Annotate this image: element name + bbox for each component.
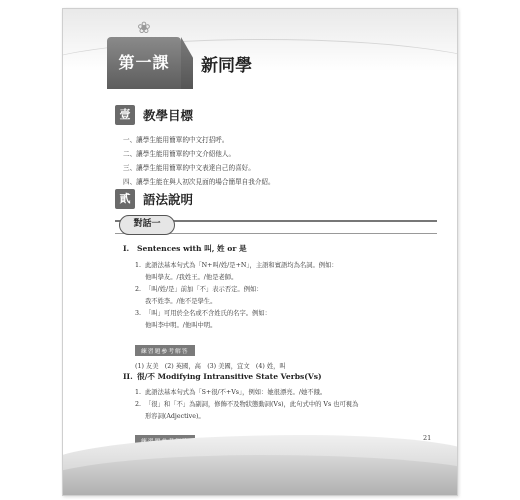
grammar-rule	[123, 260, 453, 272]
practice-answers-label: 練習題參考解答	[135, 345, 195, 356]
goal-item: 三、讓學生能用簡單的中文表達自己的喜好。	[123, 164, 255, 172]
practice-answers: (1) 友美 (2) 英國，高 (3) 美國，宜文 (4) 姓，叫	[135, 363, 286, 370]
textbook-page	[62, 8, 458, 496]
section-heading-objectives	[115, 105, 193, 125]
rule-text: 此語法基本句式為「N+叫/姓/是+N」，主語和賓語均為名詞。例如：	[145, 262, 338, 269]
grammar-point-1	[123, 243, 453, 373]
goal-item: 一、讓學生能用簡單的中文打招呼。	[123, 136, 229, 144]
rule-number: 3.	[135, 310, 142, 317]
dialogue-label: 對話一	[119, 215, 175, 235]
lesson-title: 新同學	[201, 56, 252, 76]
section-number-badge: 壹	[115, 105, 135, 125]
lesson-number-tab: 第一課	[107, 37, 181, 89]
rule-number: 2.	[135, 286, 142, 293]
rule-text: 「很」和「不」為副詞，修飾不及物狀態動詞(Vs)，此句式中的 Vs 也可視為	[145, 401, 359, 408]
page-number: 21	[423, 434, 432, 442]
section-title: 語法說明	[143, 192, 194, 207]
roman-numeral: I.	[123, 244, 130, 253]
rule-example: 他叫學友。/我姓王。/他是老師。	[145, 274, 238, 281]
rule-number: 1.	[135, 389, 142, 396]
grammar-heading-text: Sentences with 叫, 姓 or 是	[137, 244, 247, 253]
section-title: 教學目標	[143, 108, 194, 123]
teaching-goals-list	[123, 133, 453, 189]
rule-text: 「叫」可用於全名或不含姓氏的名字。例如：	[145, 310, 271, 317]
rule-number: 1.	[135, 262, 142, 269]
grammar-heading	[123, 371, 453, 383]
rule-text: 「叫/姓/是」前加「不」表示否定。例如：	[145, 286, 263, 293]
grammar-rule	[123, 399, 453, 411]
rule-example: 我不姓李。/他不是學生。	[145, 298, 217, 305]
grammar-heading-text: 很/不 Modifying Intransitive State Verbs(Vs)	[137, 372, 322, 381]
grammar-rule	[123, 284, 453, 296]
flower-ornament-icon: ❀	[137, 18, 151, 37]
rule-text: 此語法基本句式為「S+很/不+Vs」，例如：她很漂亮。/她不餓。	[145, 389, 327, 396]
footer-swoosh-decoration	[62, 455, 458, 496]
section-heading-grammar	[115, 189, 193, 209]
grammar-heading	[123, 243, 453, 255]
rule-example: 形容詞(Adjective)。	[145, 413, 205, 420]
section-number-badge: 貳	[115, 189, 135, 209]
goal-item: 四、讓學生能在與人初次見面的場合簡單自我介紹。	[123, 178, 275, 186]
roman-numeral: II.	[123, 372, 133, 381]
grammar-rule	[123, 387, 453, 399]
goal-item: 二、讓學生能用簡單的中文介紹他人。	[123, 150, 236, 158]
rule-number: 2.	[135, 401, 142, 408]
rule-example: 他叫李中明。/他叫中明。	[145, 322, 217, 329]
grammar-rule	[123, 308, 453, 320]
